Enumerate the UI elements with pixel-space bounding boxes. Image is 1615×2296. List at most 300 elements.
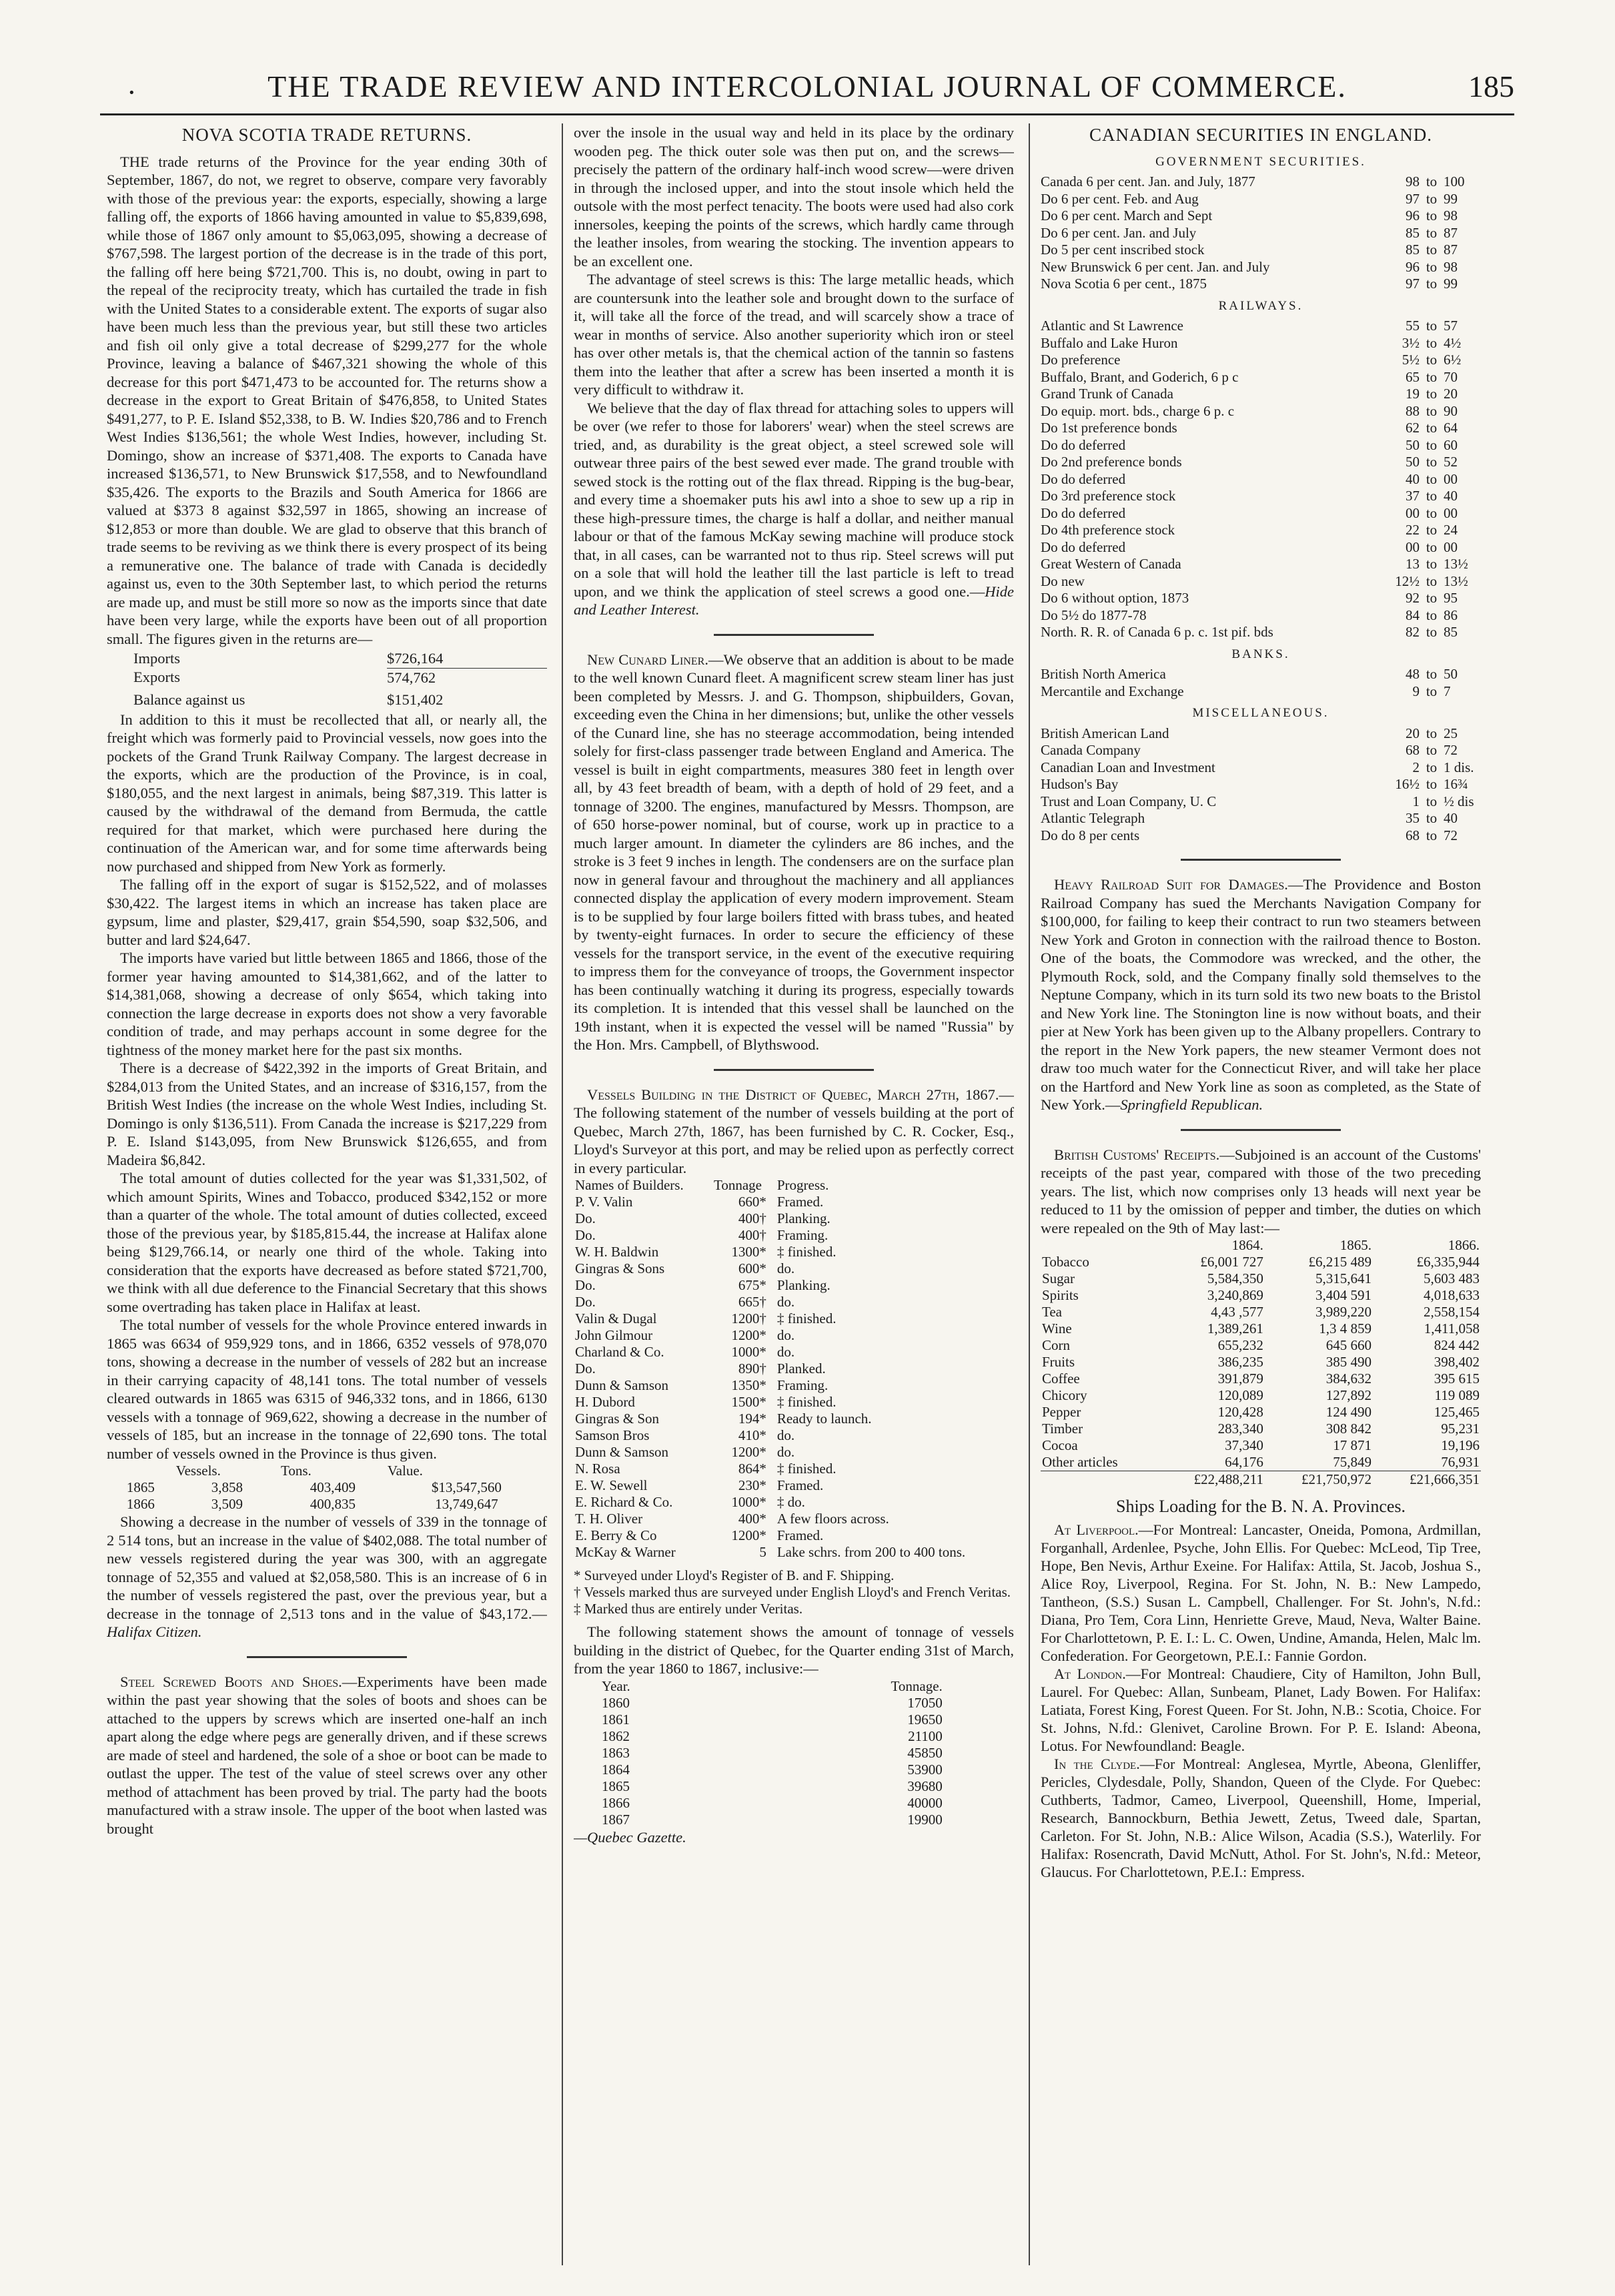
table-cell: 21100 <box>908 1728 943 1744</box>
article-lead: Vessels Building in the District of Quebec, March 27th, 1867. <box>587 1086 999 1103</box>
table-cell: 17050 <box>907 1694 943 1711</box>
ledger-row <box>133 691 547 709</box>
price-high: 72 <box>1444 742 1458 758</box>
price-high: 100 <box>1444 173 1465 189</box>
security-row <box>1041 369 1481 386</box>
table-row <box>574 1194 1014 1210</box>
table-cell: 283,340 <box>1217 1421 1263 1437</box>
article-heading-nova-scotia: NOVA SCOTIA TRADE RETURNS. <box>181 125 472 145</box>
table-header: Progress. <box>776 1177 829 1193</box>
table-cell: 5,315,641 <box>1315 1270 1372 1286</box>
price-separator: to <box>1426 556 1438 572</box>
table-cell: Dunn & Samson <box>575 1377 669 1393</box>
table-cell: 2,558,154 <box>1424 1304 1480 1320</box>
table-cell: 124 490 <box>1325 1404 1372 1420</box>
price-separator: to <box>1426 810 1438 826</box>
table-cell: Framed. <box>776 1194 824 1210</box>
miscellaneous-securities-list <box>1041 725 1481 845</box>
table-cell: Wine <box>1042 1320 1072 1336</box>
price-low: 97 <box>1406 190 1420 207</box>
price-low: 68 <box>1406 742 1420 758</box>
price-separator: to <box>1426 759 1438 775</box>
table-cell: 4,43 ,577 <box>1211 1304 1263 1320</box>
security-name: Do 5 per cent inscribed stock <box>1041 242 1205 258</box>
price-low: 20 <box>1406 725 1420 741</box>
security-name: British American Land <box>1041 725 1169 741</box>
price-high: 00 <box>1444 538 1458 555</box>
paragraph-text: —The Providence and Boston Railroad Company has sued the Merchants Navigation Company for $100,000, for failing to keep their contract to run two steamers between New York and Groton in connection with the railroad thence to Boston. One of the boats, the Commodore was wrecked, and the other, the Plymouth Rock, sold, and the Company finally sold themselves to the Neptune Company, which in its turn sold its two new boats to the Bristol and New York line. The Stonington line is now without boats, and their pier at New York has been given up to the Albany propellers. Contrary to the report in the New York papers, the new steamer Vermont does not draw too much water for the Connecticut River, and will take her place on the Hartford and New York line as soon as completed, as the State of New York.— <box>1041 876 1481 1113</box>
security-row <box>1041 573 1481 591</box>
table-cell: 384,632 <box>1325 1371 1372 1387</box>
table-cell: 19650 <box>907 1711 943 1728</box>
table-cell: 890† <box>738 1361 766 1377</box>
security-row <box>1041 420 1481 437</box>
journal-title: THE TRADE REVIEW AND INTERCOLONIAL JOURNAL OF COMMERCE. <box>267 69 1347 103</box>
table-row <box>1041 1387 1481 1404</box>
price-separator: to <box>1426 572 1438 589</box>
price-high: 52 <box>1444 454 1458 470</box>
security-row <box>1041 225 1481 242</box>
table-cell: Do. <box>575 1210 596 1226</box>
price-separator: to <box>1426 242 1438 258</box>
price-high: 13½ <box>1444 572 1468 589</box>
table-cell: P. V. Valin <box>575 1194 633 1210</box>
table-cell: ‡ finished. <box>776 1310 837 1326</box>
table-header-row <box>1041 1237 1481 1254</box>
table-cell: Chicory <box>1042 1387 1087 1403</box>
table-cell: 64,176 <box>1225 1454 1263 1470</box>
table-cell: 645 660 <box>1325 1337 1372 1353</box>
paragraph-text: —For Montreal: Anglesea, Myrtle, Abeona, Glenliffer, Pericles, Clydesdale, Polly, Shandon, Queen of the Clyde. For Quebec: Cuthberts, Tadmor, Cameo, Liverpool, Queenshill, Home, Imperial, Research, Bannockburn, Bethia Jewett, Zetus, Tweed dale, Spartan, Carleton. For St. John, N.B.: Alice Wilson, Acadia (S.S.), Waterlily. For Halifax: Rosencrath, David McNutt, Athol. For St. John's, N.fd.: Meteor, Glaucus. For Charlottetown, P.E.I.: Empress. <box>1041 1756 1481 1880</box>
table-row <box>1041 1254 1481 1270</box>
table-cell: Gingras & Son <box>575 1411 659 1427</box>
table-cell: 3,858 <box>211 1479 243 1495</box>
table-row <box>600 1762 944 1778</box>
table-cell: Framing. <box>776 1377 829 1393</box>
table-row <box>1041 1371 1481 1387</box>
table-cell: 1866 <box>126 1496 155 1512</box>
ledger-value: $726,164 <box>387 650 444 667</box>
table-header-row <box>574 1177 1014 1194</box>
table-cell: do. <box>776 1427 795 1443</box>
price-low: 97 <box>1406 276 1420 292</box>
ships-loading-section <box>1041 1497 1481 1881</box>
price-separator: to <box>1426 173 1438 189</box>
price-low: 13 <box>1406 556 1420 572</box>
table-cell: do. <box>776 1260 795 1276</box>
security-row <box>1041 454 1481 471</box>
price-high: 16¾ <box>1444 776 1468 792</box>
paragraph <box>1041 1146 1481 1238</box>
price-separator: to <box>1426 522 1438 538</box>
column-divider-2 <box>1029 123 1030 2265</box>
price-high: 24 <box>1444 522 1458 538</box>
security-name: Mercantile and Exchange <box>1041 683 1184 699</box>
price-high: 20 <box>1444 386 1458 402</box>
price-low: 55 <box>1406 318 1420 334</box>
table-cell: 39680 <box>907 1778 943 1794</box>
table-cell: 400,835 <box>310 1496 356 1512</box>
price-high: 90 <box>1444 402 1458 419</box>
price-separator: to <box>1426 276 1438 292</box>
price-high: 25 <box>1444 725 1458 741</box>
security-row <box>1041 259 1481 276</box>
price-low: 16½ <box>1395 776 1420 792</box>
price-high: 57 <box>1444 318 1458 334</box>
security-name: North. R. R. of Canada 6 p. c. 1st pif. bds <box>1041 624 1273 640</box>
table-cell: 37,340 <box>1225 1437 1263 1453</box>
security-row <box>1041 208 1481 225</box>
price-low: 22 <box>1406 522 1420 538</box>
security-row <box>1041 556 1481 573</box>
price-separator: to <box>1426 470 1438 487</box>
table-header: 1866. <box>1448 1237 1480 1253</box>
price-low: 40 <box>1406 470 1420 487</box>
price-high: 87 <box>1444 242 1458 258</box>
table-row <box>574 1494 1014 1511</box>
paragraph <box>574 399 1014 619</box>
table-cell: 127,892 <box>1325 1387 1372 1403</box>
price-separator: to <box>1426 258 1438 275</box>
table-header: Tonnage. <box>891 1677 943 1694</box>
table-cell: 19900 <box>907 1811 943 1828</box>
table-row <box>574 1327 1014 1344</box>
security-name: Trust and Loan Company, U. C <box>1041 793 1217 809</box>
table-header: Value. <box>387 1463 423 1479</box>
table-cell: 17 871 <box>1333 1437 1372 1453</box>
section-rule <box>714 1069 874 1071</box>
table-row <box>574 1361 1014 1377</box>
security-name: Do 6 per cent. March and Sept <box>1041 208 1213 224</box>
price-low: 96 <box>1406 208 1420 224</box>
price-high: 99 <box>1444 190 1458 207</box>
table-cell: 1300* <box>731 1244 766 1260</box>
table-cell: ‡ do. <box>776 1494 805 1510</box>
paragraph-text: —We observe that an addition is about to be made to the well known Cunard fleet. A magnificent screw steam liner has just been completed by Messrs. J. and G. Thompson, shipbuilders, Govan, exceeding even the China in her dimensions; but, unlike the other vessels of the Cunard line, she has no steerage accommodation, being intended solely for first-class passenger trade between England and America. The vessel is built in eight compartments, measures 380 feet in length over all, by 43 feet breadth of beam, with a depth of hold of 29 feet, and a tonnage of 3200. The engines, manufactured by Messrs. Thompson, are of 650 horse-power nominal, but of course, work up in practice to a much larger amount. In diameter the cylinders are 86 inches, and the stroke is 3 feet 9 inches in length. The condensers are on the surface plan now in general favour and throughout the machinery and all appliances connected display the application of every modern improvement. Steam is to be supplied by four large boilers fitted with brass tubes, and heated by twenty-eight furnaces. In order to secure the efficiency of these vessels for the transport service, in the event of the executive requiring to impress them for the conveyance of troops, the Government inspector has been continually watching it during its progress, especially towards its completion. It is intended that this vessel shall be launched on the 19th instant, when it is expected the vessel will be named "Russia" by the Hon. Mrs. Campbell, of Blythswood. <box>574 651 1014 1053</box>
price-separator: to <box>1426 725 1438 741</box>
tonnage-table <box>600 1678 944 1828</box>
price-low: 50 <box>1406 436 1420 453</box>
security-name: Grand Trunk of Canada <box>1041 386 1173 402</box>
security-name: Do equip. mort. bds., charge 6 p. c <box>1041 402 1235 419</box>
footnote: * Surveyed under Lloyd's Register of B. and F. Shipping. <box>574 1567 895 1583</box>
price-separator: to <box>1426 504 1438 521</box>
table-cell: Ready to launch. <box>776 1411 872 1427</box>
price-separator: to <box>1426 776 1438 792</box>
security-name: Buffalo and Lake Huron <box>1041 334 1178 351</box>
price-separator: to <box>1426 224 1438 241</box>
table-cell: 5,584,350 <box>1207 1270 1263 1286</box>
security-name: New Brunswick 6 per cent. Jan. and July <box>1041 258 1270 275</box>
table-cell: 398,402 <box>1434 1354 1480 1370</box>
price-separator: to <box>1426 454 1438 470</box>
table-cell: Do. <box>575 1294 596 1310</box>
table-cell: 410* <box>738 1427 766 1443</box>
table-row <box>574 1511 1014 1527</box>
table-cell: A few floors across. <box>776 1511 889 1527</box>
table-cell: McKay & Warner <box>575 1544 676 1560</box>
table-header: Tonnage <box>714 1177 762 1193</box>
table-cell: £21,666,351 <box>1373 1471 1481 1489</box>
table-row <box>574 1244 1014 1260</box>
ledger-value: 574,762 <box>387 668 547 687</box>
table-header-row <box>600 1678 944 1695</box>
table-cell: 400* <box>738 1511 766 1527</box>
table-cell: Tobacco <box>1042 1254 1089 1270</box>
table-cell: Corn <box>1042 1337 1070 1353</box>
table-cell: 45850 <box>907 1744 943 1761</box>
paragraph: The following statement shows the amount of tonnage of vessels building in the district of Quebec, for the Quarter ending 31st of March, from the year 1860 to 1867, inclusive:— <box>574 1623 1014 1677</box>
security-name: Great Western of Canada <box>1041 556 1181 572</box>
paragraph-text: —Subjoined is an account of the Customs' receipts of the past year, compared with those of the two preceding years. The list, which now comprises only 13 heads will next year be reduced to 11 by the omission of pepper and timber, the duties on which were repealed on the 9th of May last:— <box>1041 1146 1481 1236</box>
government-securities-list <box>1041 173 1481 293</box>
table-cell: do. <box>776 1327 795 1343</box>
price-separator: to <box>1426 190 1438 207</box>
table-row <box>107 1496 547 1513</box>
price-high: 72 <box>1444 827 1458 843</box>
price-separator: to <box>1426 538 1438 555</box>
builders-table <box>574 1177 1014 1561</box>
paragraph <box>574 1086 1014 1178</box>
table-cell: 1861 <box>602 1711 630 1728</box>
table-cell: H. Dubord <box>575 1394 635 1410</box>
table-cell: 3,404 591 <box>1315 1287 1372 1303</box>
table-cell: 1200† <box>731 1310 766 1326</box>
paragraph-text: We believe that the day of flax thread for attaching soles to uppers will be over (we refer to those for laborers' wear) when the steel screws are tried, and, as durability is the great object, a steel screwed sole will outwear three pairs of the best sewed ever made. The grand trouble with sewed stock is the rotting out of the flax thread. Ripping is the bug-bear, and every time a shoemaker puts his awl into a shoe to sew up a rip in these high-pressure times, the charge is half a dollar, and neither manual labour or that of the famous McKay sewing machine will produce stock that, in all cases, can be warranted not to thus rip. Steel screws will put on a sole that will hold the leather till the last particle is left to tread upon, and we think the application of steel screws a good one.— <box>574 399 1014 600</box>
table-cell: 194* <box>738 1411 766 1427</box>
table-header-row <box>107 1463 547 1479</box>
price-low: 3½ <box>1402 334 1420 351</box>
table-cell: Do. <box>575 1361 596 1377</box>
table-cell: Pepper <box>1042 1404 1081 1420</box>
price-separator: to <box>1426 624 1438 640</box>
paragraph-text: —For Montreal: Lancaster, Oneida, Pomona, Ardmillan, Forganhall, Ardenlee, Psyche, John Ellis. For Quebec: McLeod, Tip Tree, Hope, Ben Nevis, Arthur Exeine. For Halifax: Attila, St. Jacob, Joshua S., Alice Roy, Liverpool, Regina. For St. John, N. B.: New Lampedo, Tantheon, (S.S.) Susan L. Campbell, Challenger. For St. John's, N.fd.: Diana, Pro Tem, Cora Linn, Henriette Greve, Maud, Neva, Walter Baine. For Charlottetown, P. E. I.: L. C. Owen, Undine, Amanda, Helen, Malc lm. Confederation. For Georgetown, P.E.I.: Fannie Gordon. <box>1041 1521 1481 1664</box>
table-header: 1864. <box>1231 1237 1263 1253</box>
security-row <box>1041 505 1481 522</box>
price-low: 19 <box>1406 386 1420 402</box>
table-cell: 5,603 483 <box>1424 1270 1480 1286</box>
table-header: Vessels. <box>175 1463 221 1479</box>
security-name: Canada Company <box>1041 742 1141 758</box>
price-high: ½ dis <box>1444 793 1474 809</box>
table-cell: E. Richard & Co. <box>575 1494 673 1510</box>
table-total-row <box>1041 1471 1481 1489</box>
security-row <box>1041 276 1481 293</box>
price-low: 85 <box>1406 242 1420 258</box>
railway-securities-list <box>1041 318 1481 641</box>
paragraph: The falling off in the export of sugar is $152,522, and of molasses $30,422. The largest items in which an increase has taken place are gypsum, lime and plaster, $29,417, grain $54,590, soap $32,506, and butter and lard $24,647. <box>107 876 547 948</box>
price-high: 98 <box>1444 258 1458 275</box>
security-name: Do 5½ do 1877-78 <box>1041 607 1147 623</box>
paragraph: The imports have varied but little between 1865 and 1866, those of the former year having amounted to $14,381,662, and of the latter to $14,381,068, showing a decrease of only $654, which taking into connection the large decrease in exports does not show a very favorable condition of trade, and may perhaps account in some degree for the tightness of the money market here for the past six months. <box>107 949 547 1058</box>
table-cell: Coffee <box>1042 1371 1080 1387</box>
table-cell: Framed. <box>776 1527 824 1543</box>
table-cell: 1350* <box>731 1377 766 1393</box>
security-row <box>1041 759 1481 777</box>
table-cell: 660* <box>738 1194 766 1210</box>
price-low: 62 <box>1406 420 1420 436</box>
table-cell: Planking. <box>776 1277 831 1293</box>
security-row <box>1041 437 1481 454</box>
customs-receipts-table <box>1041 1237 1481 1488</box>
security-row <box>1041 352 1481 369</box>
price-separator: to <box>1426 436 1438 453</box>
table-row <box>1041 1454 1481 1471</box>
section-rule <box>1181 859 1341 861</box>
section-subheading: MISCELLANEOUS. <box>1192 706 1329 720</box>
table-cell: 385 490 <box>1325 1354 1372 1370</box>
security-name: Do 2nd preference bonds <box>1041 454 1182 470</box>
masthead <box>100 63 1514 110</box>
table-cell: 1866 <box>602 1794 630 1811</box>
table-cell: 600* <box>738 1260 766 1276</box>
security-name: Atlantic and St Lawrence <box>1041 318 1183 334</box>
table-cell: 675* <box>738 1277 766 1293</box>
paragraph-text: —The following statement of the number of vessels building at the port of Quebec, March 27th, 1867, has been furnished by C. R. Cocker, Esq., Lloyd's Surveyor at this port, and may be relied upon as perfectly correct in every particular. <box>574 1086 1014 1176</box>
table-cell: 864* <box>738 1461 766 1477</box>
price-low: 00 <box>1406 504 1420 521</box>
security-name: Do 3rd preference stock <box>1041 488 1176 504</box>
security-row <box>1041 624 1481 641</box>
table-row <box>574 1294 1014 1310</box>
security-name: Nova Scotia 6 per cent., 1875 <box>1041 276 1207 292</box>
paragraph <box>1041 1665 1481 1755</box>
price-low: 5½ <box>1402 352 1420 368</box>
security-row <box>1041 683 1481 701</box>
vessels-owned-table <box>107 1463 547 1513</box>
table-cell: 19,196 <box>1441 1437 1480 1453</box>
security-name: Do do 8 per cents <box>1041 827 1140 843</box>
column-1 <box>107 123 547 2279</box>
header-rule <box>100 113 1514 115</box>
table-cell: 1200* <box>731 1527 766 1543</box>
price-low: 1 <box>1412 793 1420 809</box>
table-cell: Planking. <box>776 1210 831 1226</box>
table-row <box>1041 1287 1481 1304</box>
article-heading-securities: CANADIAN SECURITIES IN ENGLAND. <box>1089 125 1432 145</box>
security-name: Do do deferred <box>1041 470 1126 487</box>
table-cell: Lake schrs. from 200 to 400 tons. <box>776 1544 966 1560</box>
table-row <box>600 1695 944 1711</box>
security-row <box>1041 725 1481 743</box>
section-rule <box>1181 1129 1341 1131</box>
table-cell: 403,409 <box>310 1479 356 1495</box>
ledger-label: Imports <box>133 650 180 667</box>
price-high: 40 <box>1444 488 1458 504</box>
table-cell: Dunn & Samson <box>575 1444 669 1460</box>
table-cell: 1200* <box>731 1327 766 1343</box>
security-name: British North America <box>1041 666 1166 682</box>
security-row <box>1041 742 1481 759</box>
paragraph <box>1041 875 1481 1114</box>
ledger-row <box>133 649 547 668</box>
table-cell: 5 <box>759 1544 766 1560</box>
ledger-label: Balance against us <box>133 691 245 708</box>
table-cell: T. H. Oliver <box>575 1511 643 1527</box>
table-cell: ‡ finished. <box>776 1461 837 1477</box>
security-row <box>1041 386 1481 403</box>
table-cell: do. <box>776 1294 795 1310</box>
table-row <box>600 1728 944 1745</box>
security-name: Do 6 per cent. Feb. and Aug <box>1041 190 1199 207</box>
table-cell: Other articles <box>1042 1454 1118 1470</box>
table-cell: 3,509 <box>211 1496 243 1512</box>
table-row <box>574 1477 1014 1494</box>
table-header: 1865. <box>1339 1237 1372 1253</box>
footnotes <box>574 1567 1014 1617</box>
table-cell: Spirits <box>1042 1287 1079 1303</box>
price-high: 6½ <box>1444 352 1462 368</box>
table-cell: Gingras & Sons <box>575 1260 665 1276</box>
price-low: 12½ <box>1395 572 1420 589</box>
table-row <box>1041 1404 1481 1421</box>
security-name: Canada 6 per cent. Jan. and July, 1877 <box>1041 173 1255 189</box>
table-row <box>1041 1304 1481 1320</box>
table-cell: 1000* <box>731 1344 766 1360</box>
paragraph <box>1041 1521 1481 1665</box>
paragraph-text: —For Montreal: Chaudiere, City of Hamilton, John Bull, Laurel. For Quebec: Allan, Sunbeam, Planet, Lady Bowen. For Halifax: Latiata, Forest King, Forest Queen. For St. John, N.B.: Scotia, Choice. For St. Johns, N.fd.: Glenivet, Caroline Brown. For P. E. Island: Abeona, Lotus. For Newfoundland: Beagle. <box>1041 1665 1481 1754</box>
price-separator: to <box>1426 352 1438 368</box>
price-separator: to <box>1426 334 1438 351</box>
price-high: 95 <box>1444 590 1458 606</box>
table-cell: do. <box>776 1344 795 1360</box>
table-cell: Valin & Dugal <box>575 1310 657 1326</box>
security-name: Do do deferred <box>1041 538 1126 555</box>
security-name: Do 6 per cent. Jan. and July <box>1041 224 1197 241</box>
table-cell: $13,547,560 <box>431 1479 502 1495</box>
price-high: 7 <box>1444 683 1451 699</box>
price-low: 50 <box>1406 454 1420 470</box>
price-separator: to <box>1426 402 1438 419</box>
security-row <box>1041 810 1481 827</box>
table-cell: Planked. <box>776 1361 826 1377</box>
table-cell: 40000 <box>907 1794 943 1811</box>
price-low: 85 <box>1406 224 1420 241</box>
table-cell: Cocoa <box>1042 1437 1078 1453</box>
price-low: 65 <box>1406 368 1420 385</box>
section-subheading: BANKS. <box>1231 647 1290 661</box>
section-heading: Ships Loading for the B. N. A. Provinces. <box>1115 1497 1406 1516</box>
price-high: 98 <box>1444 208 1458 224</box>
security-name: Do new <box>1041 572 1085 589</box>
table-cell: 391,879 <box>1217 1371 1263 1387</box>
article-lead: Heavy Railroad Suit for Damages. <box>1054 876 1288 893</box>
paragraph <box>107 1673 547 1838</box>
paragraph <box>107 1513 547 1641</box>
table-cell: 308 842 <box>1325 1421 1372 1437</box>
ledger-value: $151,402 <box>387 691 444 708</box>
price-low: 9 <box>1412 683 1420 699</box>
price-separator: to <box>1426 742 1438 758</box>
security-row <box>1041 488 1481 505</box>
table-row <box>1041 1421 1481 1437</box>
price-low: 84 <box>1406 607 1420 623</box>
trade-ledger <box>133 649 547 709</box>
table-row <box>574 1227 1014 1244</box>
table-header <box>107 1463 175 1479</box>
table-row <box>574 1411 1014 1427</box>
table-row <box>574 1210 1014 1227</box>
table-cell: 3,240,869 <box>1207 1287 1263 1303</box>
table-cell: 400† <box>738 1210 766 1226</box>
table-row <box>1041 1337 1481 1354</box>
table-cell: 119 089 <box>1434 1387 1480 1403</box>
table-cell: 395 615 <box>1434 1371 1480 1387</box>
table-cell: John Gilmour <box>575 1327 653 1343</box>
security-row <box>1041 191 1481 208</box>
table-row <box>600 1795 944 1812</box>
table-row <box>574 1344 1014 1361</box>
